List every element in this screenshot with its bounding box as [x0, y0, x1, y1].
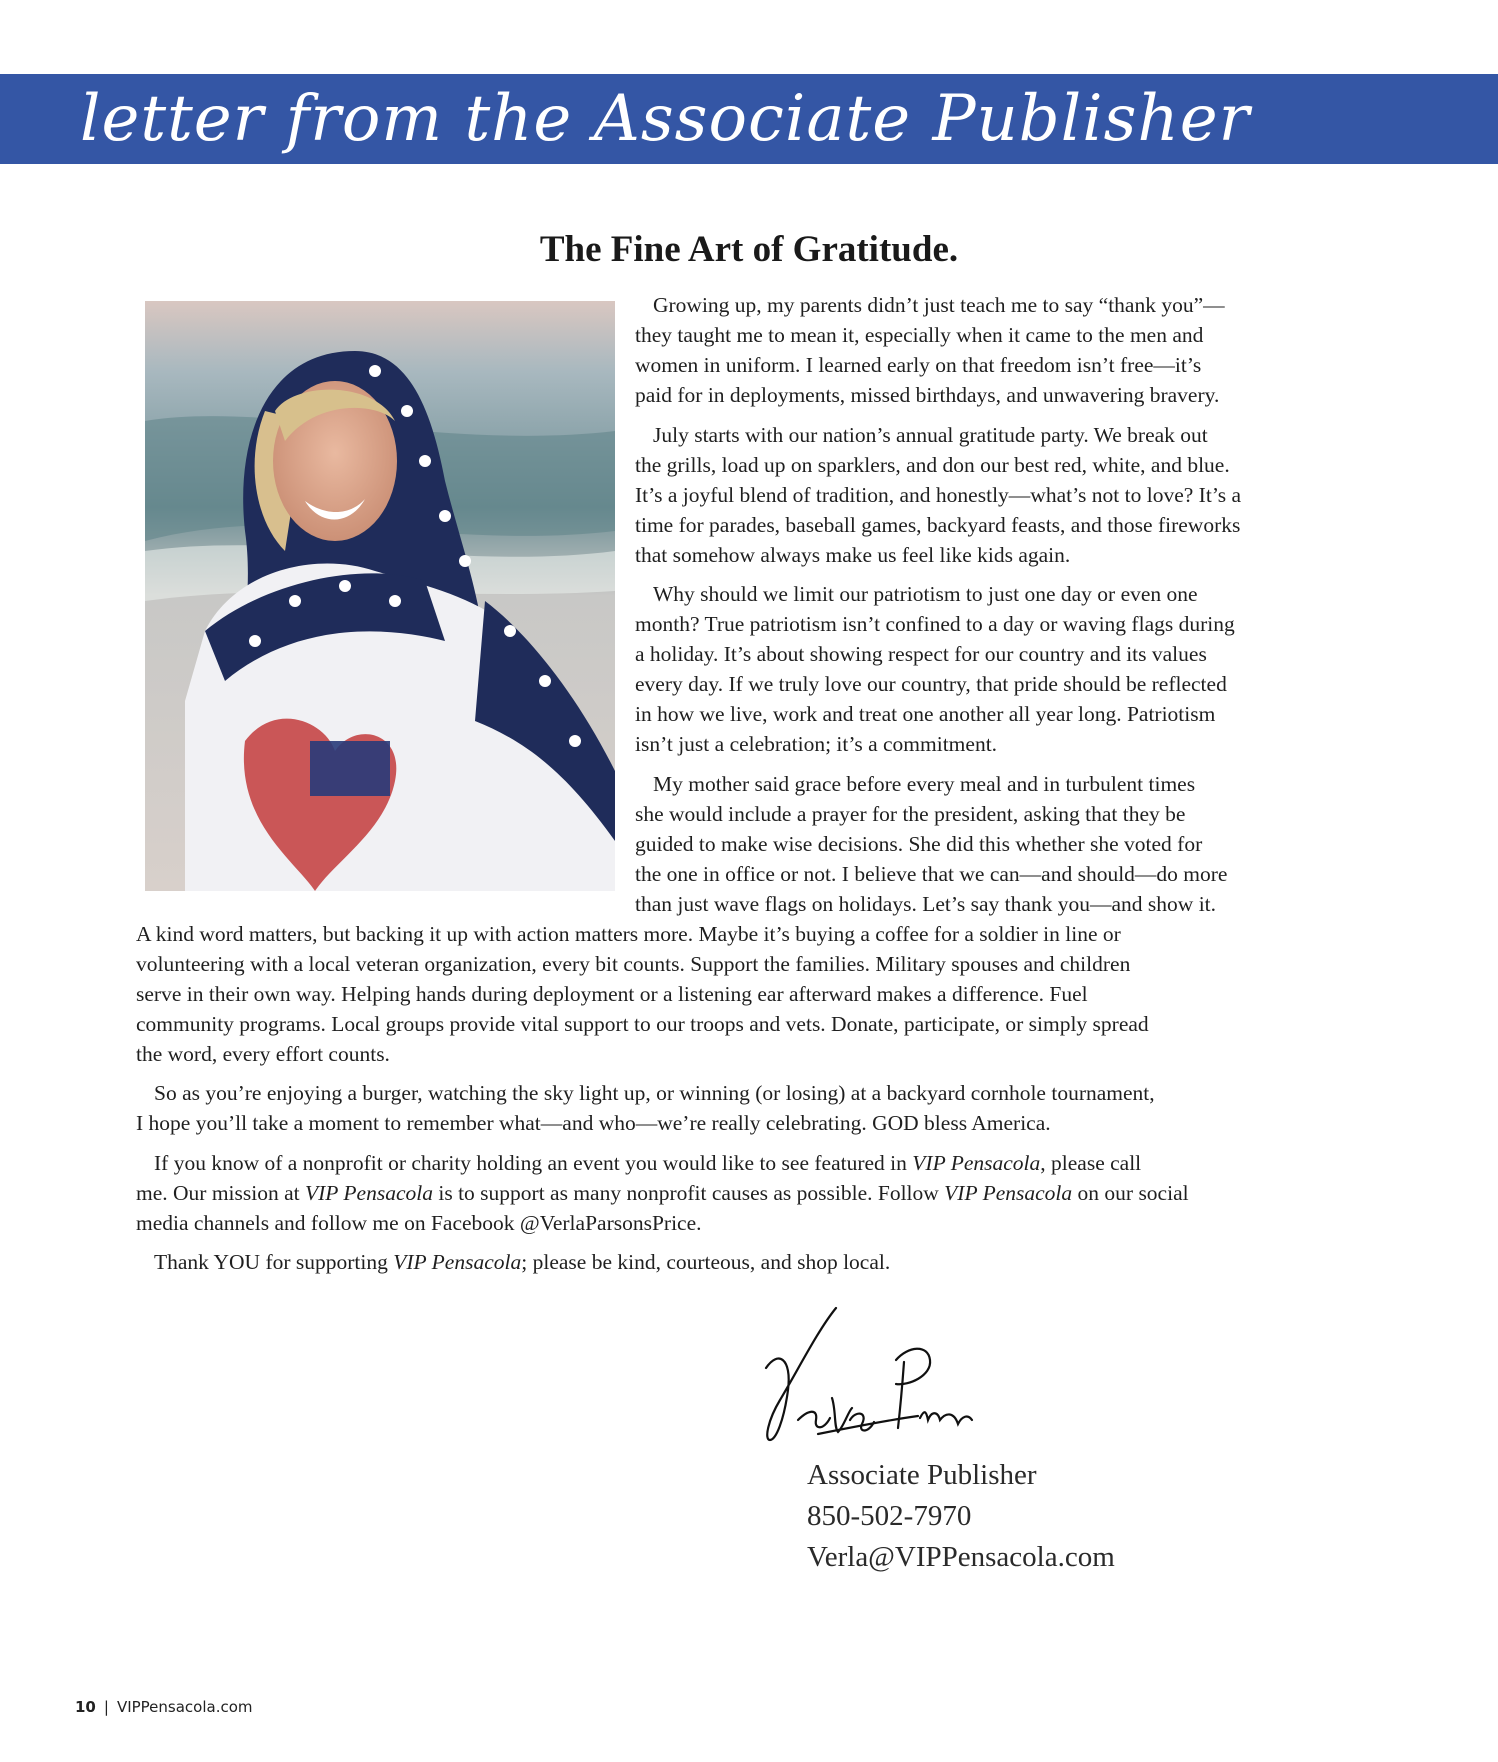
- text-run: , please call me. Our mission at: [136, 1150, 1142, 1205]
- paragraph-3: Why should we limit our patriotism to just one day or even one month? True patriotism isn’t confined to a day or waving flags during a holiday. It’s about showing respect for our country and its values every day. If we truly love our country, that pride should be reflected in how we live, work and treat one another all year long. Patriotism isn’t just a celebration; it’s a commitment.: [635, 582, 1235, 756]
- letter-body: [136, 290, 1350, 1287]
- paragraph-closing: [136, 1247, 1350, 1277]
- publication-name: VIP Pensacola: [305, 1180, 433, 1205]
- photo-wrap-space: [136, 290, 635, 900]
- contact-title: Associate Publisher: [807, 1459, 1037, 1491]
- paragraph-5: So as you’re enjoying a burger, watching the sky light up, or winning (or losing) at a backyard cornhole tournament, I hope you’ll take a moment to remember what—and who—we’re really celebrating. GOD bless America.: [136, 1081, 1155, 1135]
- text-run: Thank YOU for supporting: [154, 1250, 394, 1274]
- article-headline: The Fine Art of Gratitude.: [539, 229, 959, 270]
- publication-name: VIP Pensacola: [912, 1150, 1041, 1175]
- page-number: 10: [75, 1698, 96, 1716]
- contact-email: Verla@VIPPensacola.com: [807, 1541, 1115, 1573]
- text-run: If you know of a nonprofit or charity holding an event you would like to see featured in: [154, 1150, 913, 1175]
- section-title: letter from the Associate Publisher: [80, 82, 1251, 156]
- paragraph-1: Growing up, my parents didn’t just teach me to say “thank you”— they taught me to mean it, especially when it came to the men and women in uniform. I learned early on that freedom isn’t free—it’s paid for in deployments, missed birthdays, and unwavering bravery.: [635, 293, 1225, 407]
- footer-separator: |: [103, 1698, 109, 1716]
- contact-block: [807, 1455, 1115, 1578]
- paragraph-2: July starts with our nation’s annual gratitude party. We break out the grills, load up on sparklers, and don our best red, white, and blue. It’s a joyful blend of tradition, and honestly—what’s not to love? It’s a time for parades, baseball games, backyard feasts, and those fireworks that somehow always make us feel like kids again.: [635, 422, 1242, 567]
- paragraph-4: My mother said grace before every meal and in turbulent times she would include a prayer for the president, asking that they be guided to make wise decisions. She did this whether she voted for the one in office or not. I believe that we can—and should—do more than just wave flags on holidays. Let’s say thank you—and show it. A kind word matters, but backing it up with action matters more. Maybe it’s buying a coffee for a soldier in line or volunteering with a local veteran organization, every bit counts. Support the families. Military spouses and children serve in their own way. Helping hands during deployment or a listening ear afterward makes a difference. Fuel community programs. Local groups provide vital support to our troops and vets. Donate, participate, or simply spread the word, every effort counts.: [136, 771, 1228, 1066]
- handwritten-signature: [758, 1300, 978, 1450]
- publication-name: VIP Pensacola: [944, 1180, 1073, 1205]
- text-run: on our social media channels and follow me on Facebook @VerlaParsonsPrice.: [136, 1180, 1189, 1235]
- page-footer: [75, 1698, 253, 1716]
- footer-site: VIPPensacola.com: [116, 1698, 253, 1716]
- text-run: is to support as many nonprofit causes as possible. Follow: [432, 1180, 945, 1205]
- text-run: ; please be kind, courteous, and shop local.: [521, 1250, 891, 1274]
- paragraph-nonprofit: [136, 1148, 1350, 1238]
- contact-phone: 850-502-7970: [807, 1500, 972, 1532]
- publication-name: VIP Pensacola: [393, 1250, 522, 1274]
- header-banner: [0, 74, 1498, 164]
